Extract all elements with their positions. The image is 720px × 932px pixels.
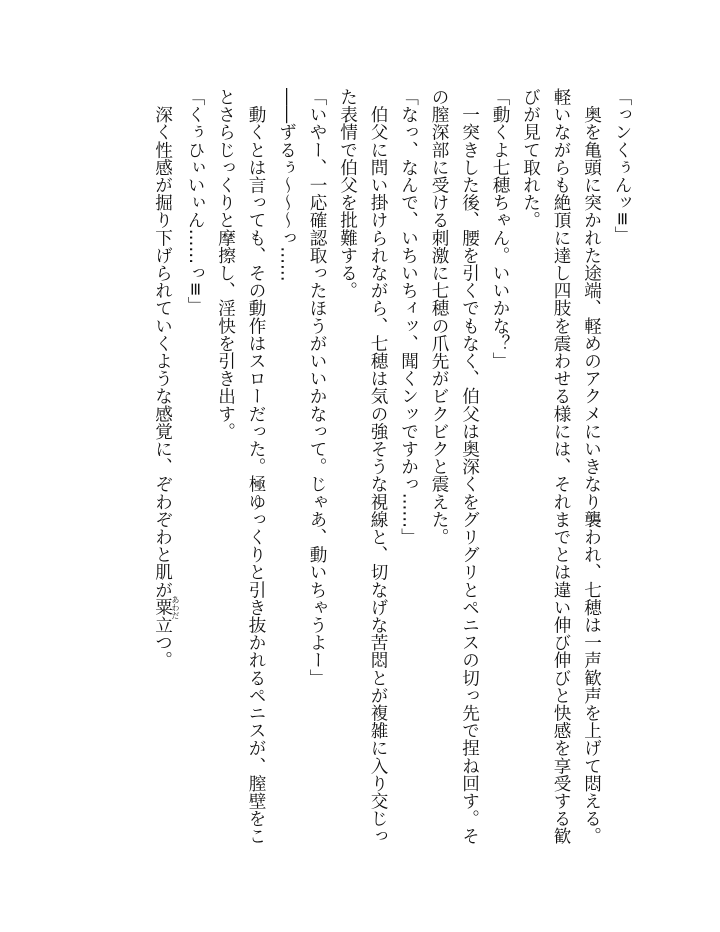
paragraph: 伯父に問い掛けられながら、七穂は気の強そうな視線と、切なげな苦悶とが複雑に入り交じった表情で伯父を批難する。 bbox=[337, 88, 388, 845]
paragraph: 一突きした後、腰を引くでもなく、伯父は奥深くをグリグリとペニスの切っ先で捏ね回す。その膣深部に受ける刺激に七穂の爪先がビクビクと震えた。 bbox=[429, 88, 480, 845]
ruby-reading: あわだ bbox=[171, 595, 180, 620]
ruby-annotation bbox=[152, 595, 180, 620]
paragraph: 「いやー、一応確認取ったほうがいいかなって。じゃあ、動いちゃうよー」 bbox=[307, 88, 327, 687]
ruby-base: 粟 bbox=[152, 595, 173, 620]
paragraph: 「なっ、なんで、いちいちィッ、聞くンッですかっ……」 bbox=[398, 88, 419, 546]
text: 深く性感が掘り下げられていくような感覚に、ぞわぞわと肌が bbox=[152, 88, 173, 599]
paragraph: 奥を亀頭に突かれた途端、軽めのアクメにいきなり襲われ、七穂は一声歓声を上げて悶える。 bbox=[581, 88, 602, 845]
paragraph: 「っンくぅんッ≡」 bbox=[612, 88, 632, 244]
paragraph: 「くぅひぃいぃん……っ≡」 bbox=[185, 88, 205, 314]
paragraph-last bbox=[147, 88, 180, 845]
paragraph: 軽いながらも絶頂に達し四肢を震わせる様には、それまでとは違い伸び伸びと快感を享受する歓びが見て取れた。 bbox=[520, 88, 571, 845]
text: 立つ。 bbox=[152, 616, 173, 669]
paragraph: ――ずるぅ〜〜〜っ…… bbox=[276, 88, 297, 282]
paragraph: 動くとは言っても、その動作はスローだった。極ゆっくりと引き抜かれるペニスが、膣壁をことさらじっくりと摩擦し、淫快を引き出す。 bbox=[215, 88, 266, 845]
vertical-text-page bbox=[149, 88, 637, 845]
paragraph: 「動くよ七穂ちゃん。いいかな？」 bbox=[490, 88, 510, 370]
